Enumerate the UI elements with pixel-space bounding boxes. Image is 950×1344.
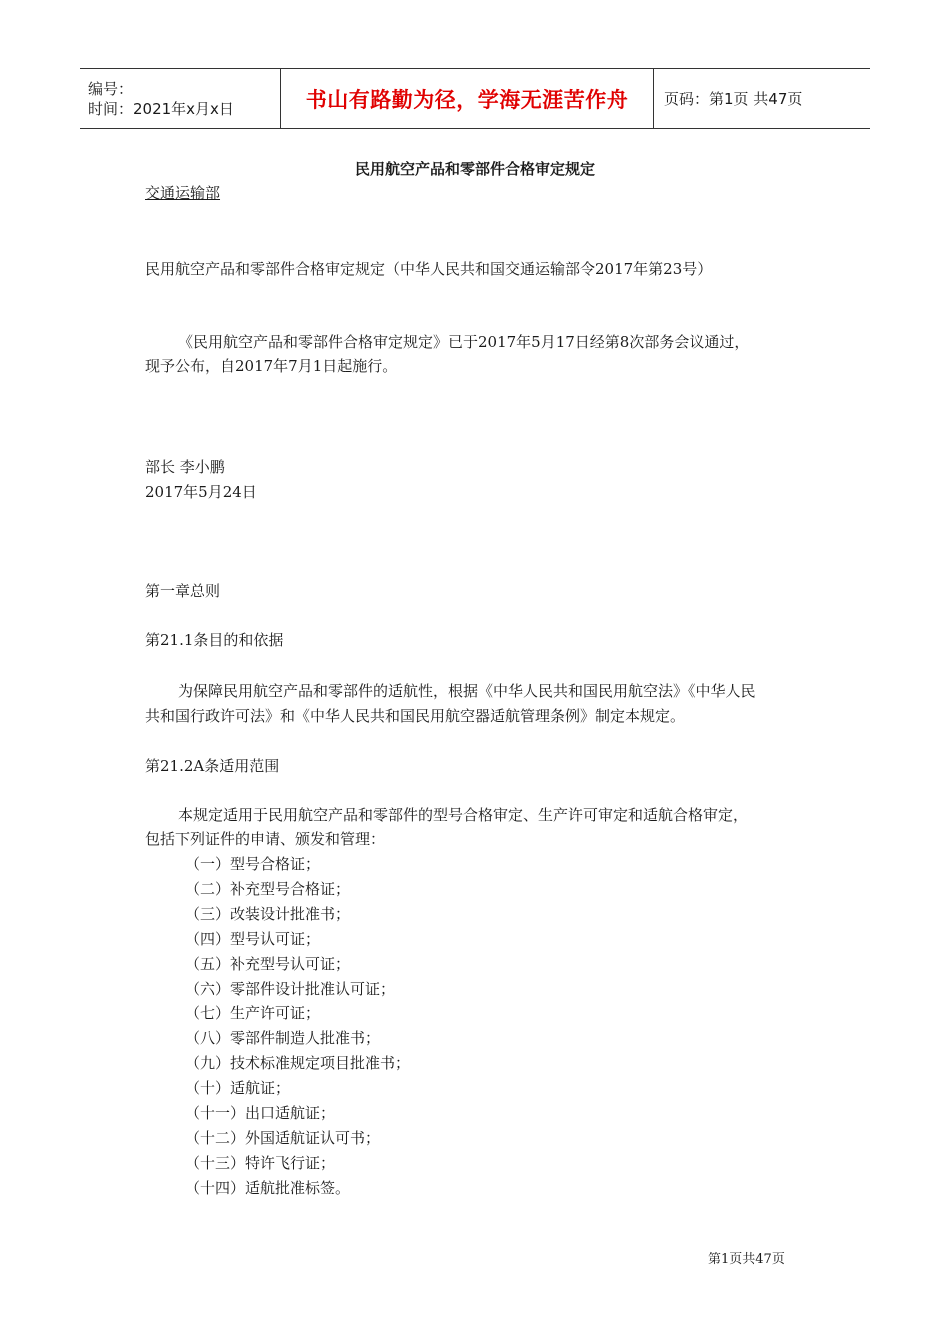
article-1-line-1: 为保障民用航空产品和零部件的适航性，根据《中华人民共和国民用航空法》《中华人民	[178, 682, 756, 700]
article-2-line-2: 包括下列证件的申请、颁发和管理：	[145, 830, 386, 848]
motto: 书山有路勤为径，学海无涯苦作舟	[305, 87, 629, 112]
department-link[interactable]: 交通运输部	[145, 184, 221, 202]
page-label: 页码：第1页 共47页	[664, 90, 803, 108]
article-2-title: 第21.2A条适用范围	[145, 757, 280, 775]
article-1-title: 第21.1条目的和依据	[145, 631, 284, 649]
list-item: （十）适航证；	[185, 1079, 291, 1097]
list-item: （七）生产许可证；	[185, 1004, 321, 1022]
list-item: （二）补充型号合格证；	[185, 880, 351, 898]
chapter-heading: 第一章总则	[145, 582, 221, 600]
list-item: （三）改装设计批准书；	[185, 905, 351, 923]
list-item: （九）技术标准规定项目批准书；	[185, 1054, 411, 1072]
header-motto-cell	[281, 69, 654, 128]
page-header	[80, 68, 870, 129]
list-item: （一）型号合格证；	[185, 855, 321, 873]
intro-line-2: 现予公布，自2017年7月1日起施行。	[145, 357, 398, 375]
header-page-cell	[654, 69, 870, 128]
list-item: （四）型号认可证；	[185, 930, 321, 948]
number-label: 编号：	[88, 79, 134, 98]
article-1-line-2: 共和国行政许可法》和《中华人民共和国民用航空器适航管理条例》制定本规定。	[145, 707, 686, 725]
header-meta	[80, 69, 281, 128]
list-item: （十一）出口适航证；	[185, 1104, 336, 1122]
document-title: 民用航空产品和零部件合格审定规定	[354, 160, 595, 178]
time-label: 时间：2021年x月x日	[88, 99, 234, 118]
list-item: （五）补充型号认可证；	[185, 955, 351, 973]
intro-line-1: 《民用航空产品和零部件合格审定规定》已于2017年5月17日经第8次部务会议通过，	[178, 333, 750, 351]
list-item: （十二）外国适航证认可书；	[185, 1129, 381, 1147]
list-item: （八）零部件制造人批准书；	[185, 1029, 381, 1047]
document-subtitle: 民用航空产品和零部件合格审定规定（中华人民共和国交通运输部令2017年第23号）	[145, 260, 713, 278]
article-2-line-1: 本规定适用于民用航空产品和零部件的型号合格审定、生产许可审定和适航合格审定，	[178, 806, 749, 824]
page-footer: 第1页共47页	[708, 1252, 785, 1267]
list-item: （六）零部件设计批准认可证；	[185, 980, 396, 998]
signer: 部长 李小鹏	[145, 458, 225, 476]
sign-date: 2017年5月24日	[145, 483, 257, 501]
list-item: （十三）特许飞行证；	[185, 1154, 336, 1172]
list-item: （十四）适航批准标签。	[185, 1179, 351, 1197]
